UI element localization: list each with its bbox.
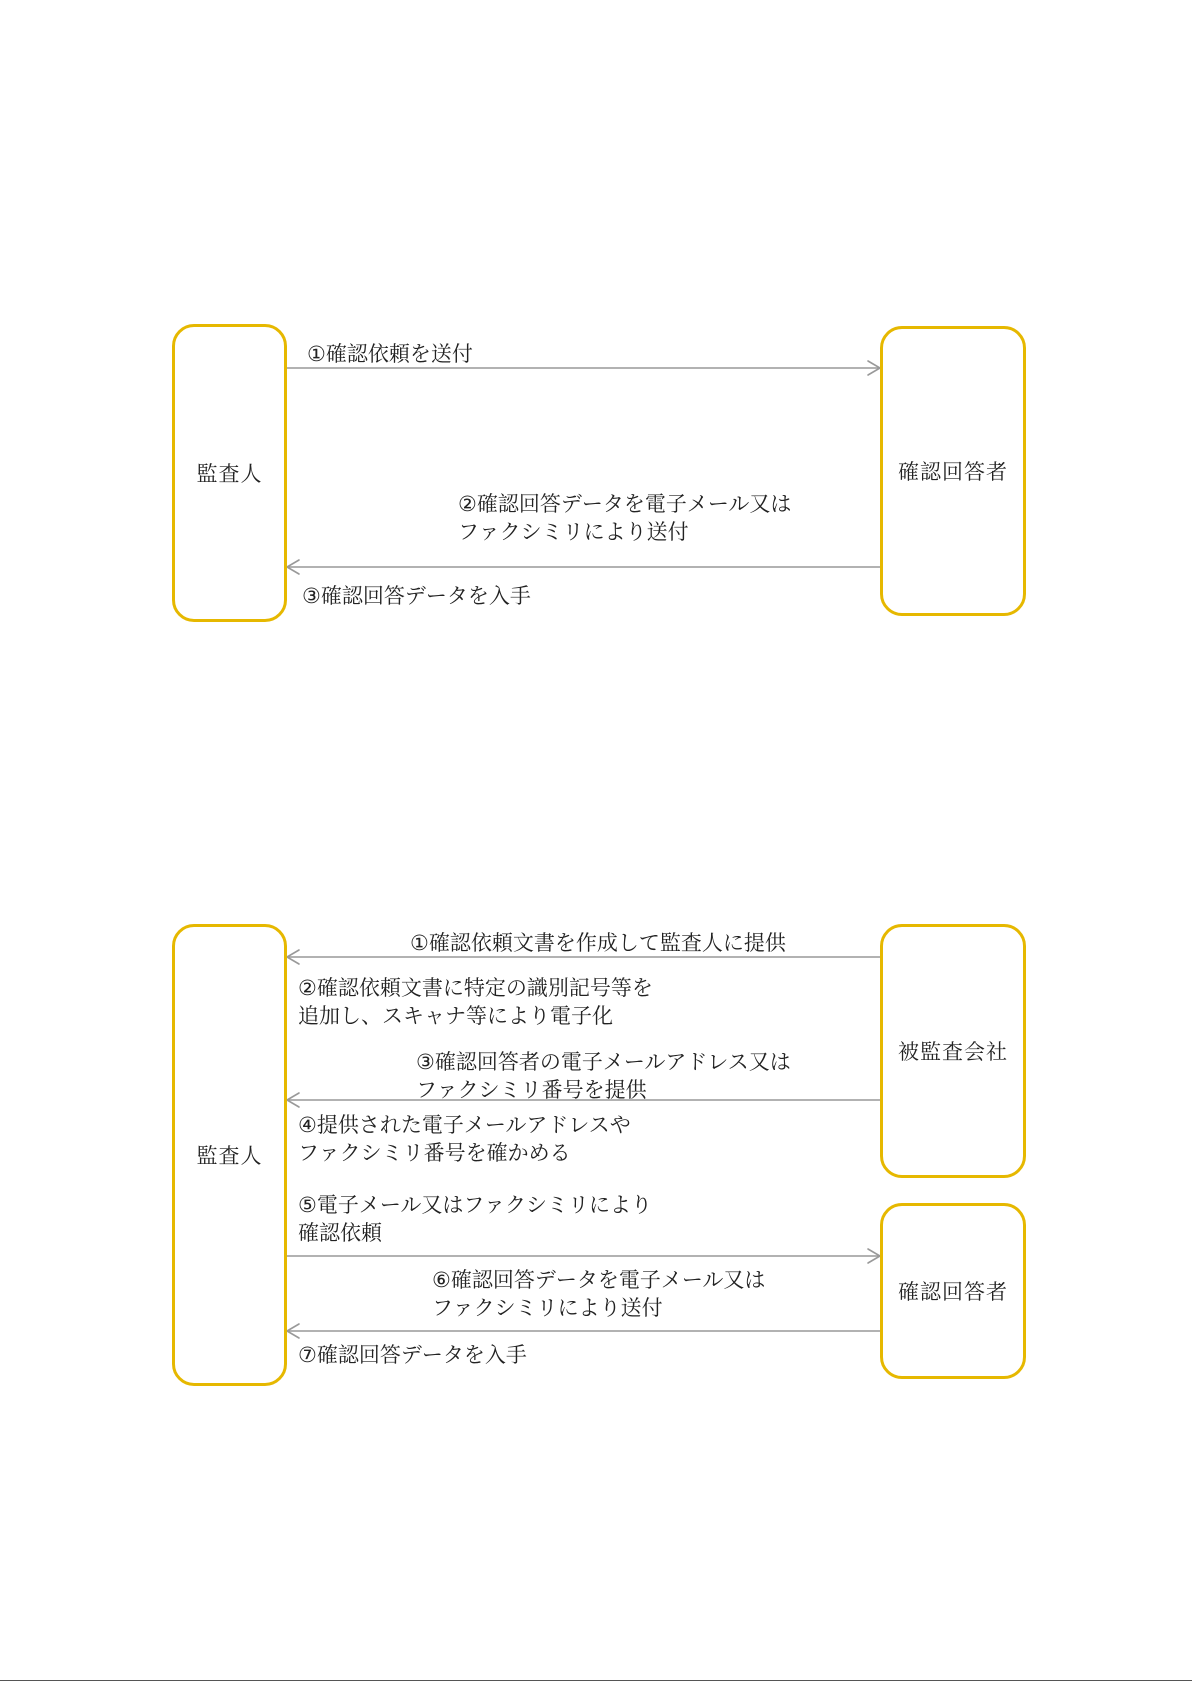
message-1-text: ①確認依頼文書を作成して監査人に提供 (410, 931, 786, 955)
footer-divider (0, 1680, 1192, 1681)
message-3-line-2: ファクシミリ番号を提供 (416, 1078, 647, 1102)
message-7 (298, 1341, 527, 1369)
message-1 (307, 340, 473, 368)
message-2-line-1: ②確認回答データを電子メール又は (458, 492, 792, 516)
confirming-party-box (880, 326, 1026, 616)
confirming-party-box (880, 1203, 1026, 1379)
diagram-direct-confirmation (0, 300, 1192, 630)
message-6-line-1: ⑥確認回答データを電子メール又は (432, 1268, 766, 1292)
audited-company-box (880, 924, 1026, 1178)
message-2-line-1: ②確認依頼文書に特定の識別記号等を (298, 976, 653, 1000)
arrow-response (287, 560, 880, 574)
auditor-label: 監査人 (196, 1144, 263, 1168)
audited-company-label: 被監査会社 (898, 1040, 1008, 1064)
message-5 (298, 1191, 652, 1247)
auditor-box (172, 324, 287, 622)
confirming-party-label: 確認回答者 (898, 460, 1008, 484)
message-3-line-1: ③確認回答者の電子メールアドレス又は (416, 1050, 791, 1074)
message-6-line-2: ファクシミリにより送付 (432, 1296, 663, 1320)
arrow-send-response (287, 1324, 880, 1338)
message-5-line-2: 確認依頼 (298, 1221, 382, 1245)
message-6 (432, 1266, 765, 1322)
message-2 (458, 490, 791, 546)
message-2 (298, 974, 653, 1030)
message-3-text: ③確認回答データを入手 (302, 584, 531, 608)
message-4-line-2: ファクシミリ番号を確かめる (298, 1141, 571, 1165)
message-1-text: ①確認依頼を送付 (307, 342, 473, 366)
message-5-line-1: ⑤電子メール又はファクシミリにより (298, 1193, 652, 1217)
diagram-electronic-confirmation (0, 910, 1192, 1380)
message-2-line-2: ファクシミリにより送付 (458, 520, 689, 544)
arrow-send-request (287, 1249, 880, 1263)
message-2-line-2: 追加し、スキャナ等により電子化 (298, 1004, 613, 1028)
message-4-line-1: ④提供された電子メールアドレスや (298, 1113, 631, 1137)
message-3 (302, 582, 531, 610)
message-1 (410, 929, 786, 957)
auditor-label: 監査人 (196, 462, 263, 486)
message-3 (416, 1048, 791, 1104)
message-7-text: ⑦確認回答データを入手 (298, 1343, 527, 1367)
message-4 (298, 1111, 631, 1167)
auditor-box (172, 924, 287, 1386)
confirming-party-label: 確認回答者 (898, 1280, 1008, 1304)
